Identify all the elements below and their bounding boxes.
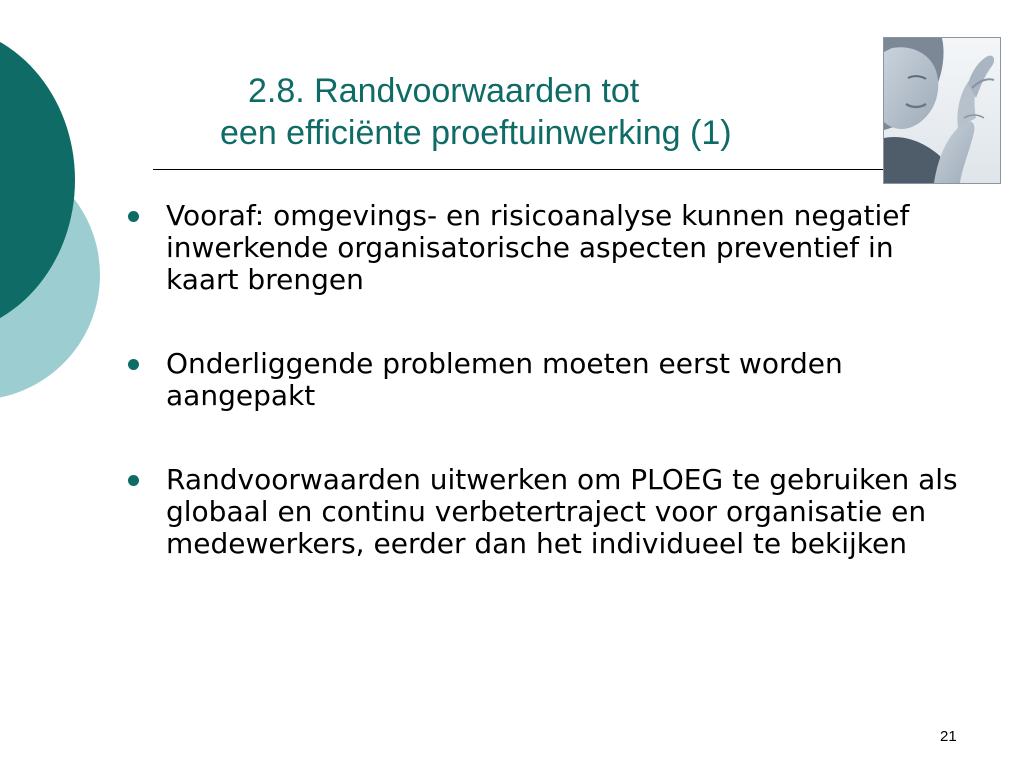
- title-underline: [153, 169, 883, 170]
- bullet-text: Onderliggende problemen moeten eerst worden aangepakt: [166, 347, 843, 412]
- bullet-list: [128, 200, 968, 612]
- bullet-dot-icon: [128, 359, 139, 370]
- list-item: [128, 464, 968, 560]
- slide-title-line-1: 2.8. Randvoorwaarden tot: [248, 72, 640, 110]
- woman-fingers-crossed-photo: [883, 37, 1001, 184]
- bullet-dot-icon: [128, 211, 139, 222]
- bullet-text: Randvoorwaarden uitwerken om PLOEG te gebruiken als globaal en continu verbetertraject voor organisatie en medewerkers, eerder dan het individueel te bekijken: [166, 463, 958, 560]
- photo-illustration: [884, 38, 1000, 183]
- bullet-dot-icon: [128, 475, 139, 486]
- slide-title-line-2: een efficiënte proeftuinwerking (1): [220, 114, 732, 152]
- list-item: [128, 200, 968, 296]
- page-number: 21: [940, 728, 957, 745]
- bullet-text: Vooraf: omgevings- en risicoanalyse kunnen negatief inwerkende organisatorische aspecten preventief in kaart brengen: [166, 199, 910, 296]
- list-item: [128, 348, 968, 412]
- slide-title: [150, 70, 870, 154]
